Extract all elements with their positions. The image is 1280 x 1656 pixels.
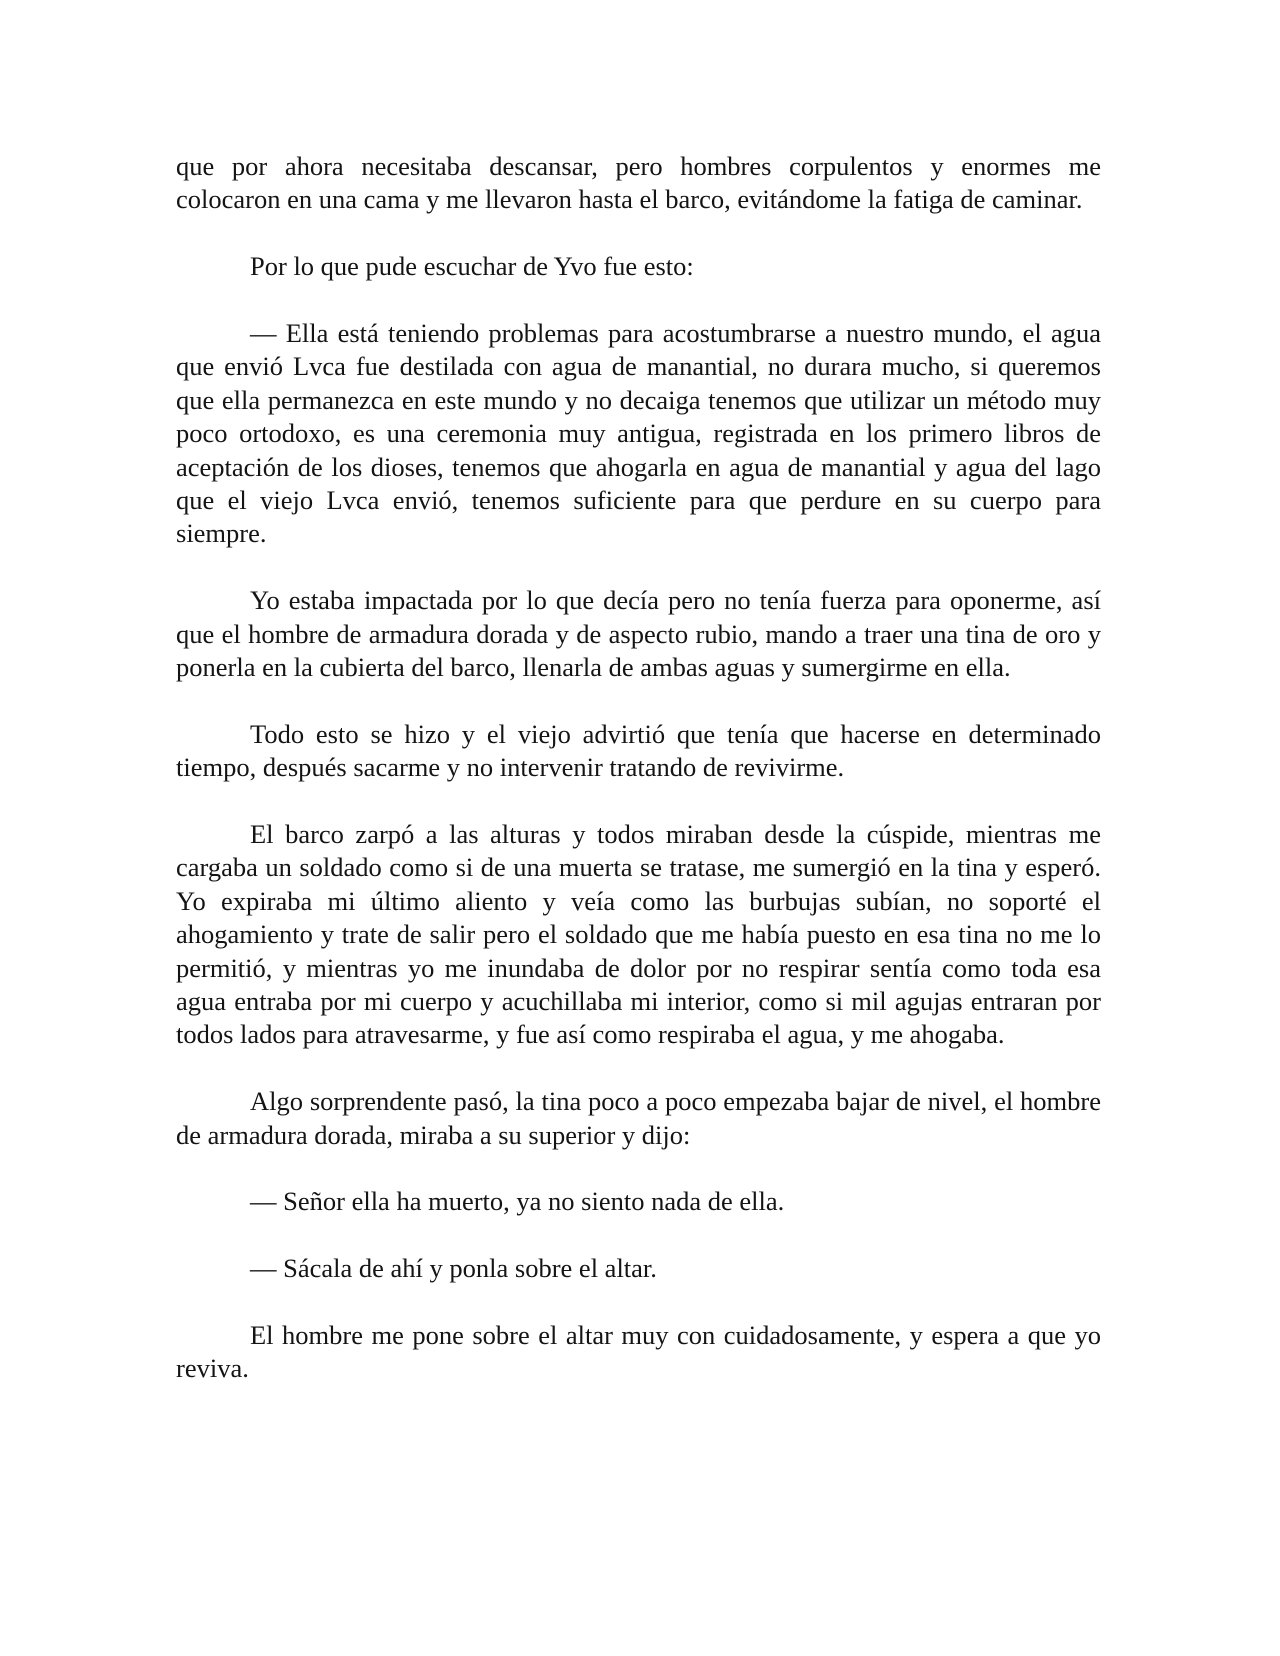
dialogue-line-2: — Sácala de ahí y ponla sobre el altar. [250,1253,657,1284]
paragraph-6: El barco zarpó a las alturas y todos miraban desde la cúspide, mientras me cargaba un soldado como si de una muerta se tratase, me sumergió en la tina y esperó. Yo expiraba mi último aliento y veía como las burbujas subían, no soporté el ahogamiento y trate de salir pero el soldado que me había puesto en esa tina no me lo permitió, y mientras yo me inundaba de dolor por no respirar sentía como toda esa agua entraba por mi cuerpo y acuchillaba mi interior, como si mil agujas entraran por todos lados para atravesarme, y fue así como respiraba el agua, y me ahogaba. [176,819,1101,1050]
paragraph-10: El hombre me pone sobre el altar muy con cuidadosamente, y espera a que yo reviva. [176,1320,1101,1384]
paragraph-3: — Ella está teniendo problemas para acostumbrarse a nuestro mundo, el agua que envió Lvca fue destilada con agua de manantial, no durara mucho, si queremos que ella permanezca en este mundo y no decaiga tenemos que utilizar un método muy poco ortodoxo, es una ceremonia muy antigua, registrada en los primero libros de aceptación de los dioses, tenemos que ahogarla en agua de manantial y agua del lago que el viejo Lvca envió, tenemos suficiente para que perdure en su cuerpo para siempre. [176,318,1101,549]
paragraph-2: Por lo que pude escuchar de Yvo fue esto: [250,251,694,282]
paragraph-5: Todo esto se hizo y el viejo advirtió que tenía que hacerse en determinado tiempo, después sacarme y no intervenir tratando de revivirme. [176,718,1101,783]
paragraph-7: Algo sorprendente pasó, la tina poco a poco empezaba bajar de nivel, el hombre de armadura dorada, miraba a su superior y dijo: [176,1086,1101,1150]
dialogue-line-1: — Señor ella ha muerto, ya no siento nada de ella. [250,1186,785,1217]
paragraph-1: que por ahora necesitaba descansar, pero hombres corpulentos y enormes me colocaron en una cama y me llevaron hasta el barco, evitándome la fatiga de caminar. [176,151,1101,215]
document-page [176,150,1101,1386]
paragraph-4: Yo estaba impactada por lo que decía pero no tenía fuerza para oponerme, así que el hombre de armadura dorada y de aspecto rubio, mando a traer una tina de oro y ponerla en la cubierta del barco, llenarla de ambas aguas y sumergirme en ella. [176,585,1101,683]
